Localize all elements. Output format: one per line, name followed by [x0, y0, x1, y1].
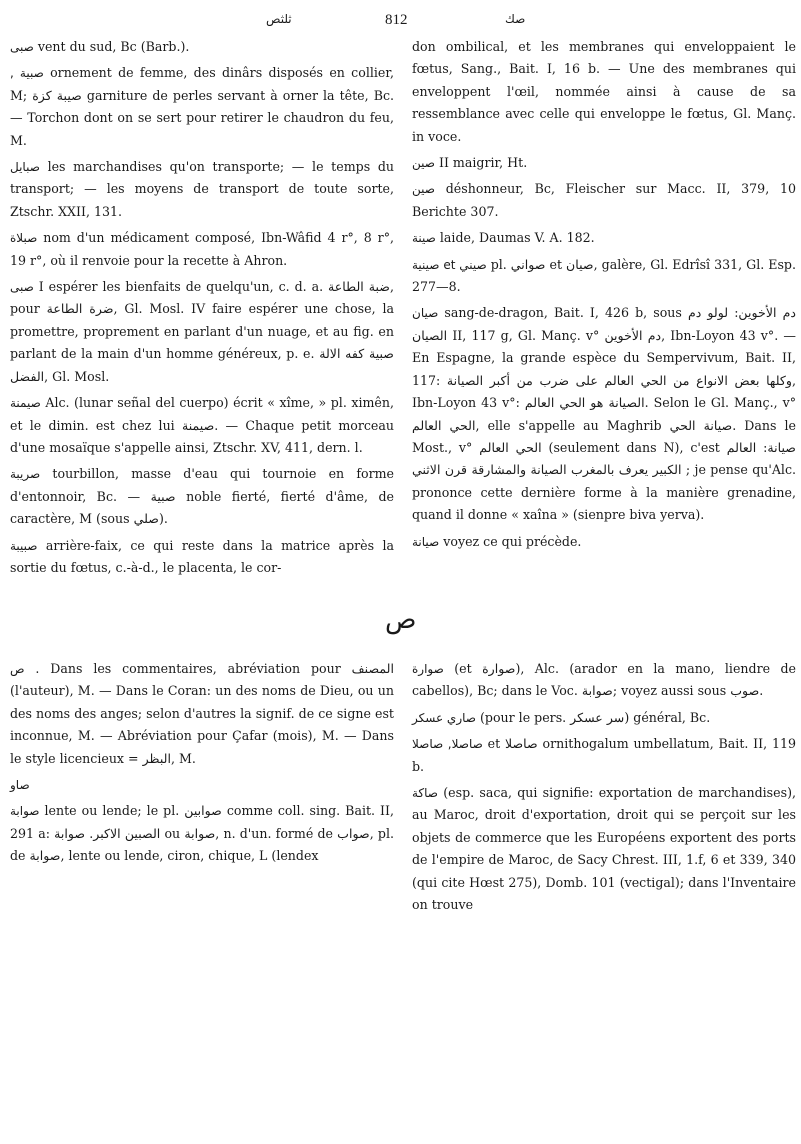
section-letter: ص	[385, 605, 417, 635]
headword: صبيبة	[10, 538, 38, 553]
bottom-left-column	[10, 658, 394, 872]
entry-text: vent du sud, Bc (Barb.).	[37, 39, 190, 54]
dictionary-entry	[10, 392, 394, 459]
entry-text: les marchandises qu'on transporte; — le temps du transport; — les moyens de transport de toute sorte, Ztschr. XXII, 131.	[10, 159, 394, 219]
dictionary-entry	[412, 658, 796, 703]
entry-text: tourbillon, masse d'eau qui tournoie en forme d'entonnoir, Bc. — صبية noble fierté, fierté d'âme, de caractère, M (sous صلي).	[10, 466, 394, 527]
entry-text: (esp. saca, qui signifie: exportation de marchandises), au Maroc, droit d'exportation, droit qui se perçoit sur les objets de commerce que les Européens exportent des ports de l'empire de Maroc, de Sacy Chrest. III, 1.f, 6 et 339, 340 (qui cite Hœst 275), Domb. 101 (vectigal); dans l'Inventaire on trouve	[412, 785, 796, 913]
headword: صبى	[10, 40, 34, 54]
headword: صيانة	[412, 534, 440, 549]
entry-text: nom d'un médicament composé, Ibn-Wâfid 4 r°, 8 r°, 19 r°, où il renvoie pour la recette à Ahron.	[10, 230, 394, 268]
bottom-right-column	[412, 658, 796, 920]
dictionary-entry	[10, 227, 394, 272]
entry-text: (pour le pers. سر عسكر) général, Bc.	[479, 709, 711, 725]
headword: صيني et صينية	[412, 257, 487, 272]
headword: صيمنة	[10, 396, 41, 411]
entry-text: pl. صواني et صيان, galère, Gl. Edrîsî 331, Gl. Esp. 277—8.	[412, 256, 796, 295]
dictionary-entry	[412, 178, 796, 223]
running-header	[0, 12, 801, 36]
dictionary-entry	[412, 531, 796, 553]
entry-text: lente ou lende; le pl. صوابين comme coll. sing. Bait. II, 291 a: الصبين الاكبر. صوابة ou صوابة, n. d'un. formé de صواب, pl. de صوابة, lente ou lende, ciron, chique, L (lendex	[10, 803, 394, 864]
headword: صينة	[412, 231, 436, 246]
dictionary-entry	[412, 302, 796, 526]
dictionary-entry	[10, 774, 394, 796]
dictionary-entry	[10, 62, 394, 152]
entry-text: (et صوارة), Alc. (arador en la mano, liendre de cabellos), Bc; dans le Voc. صوابة; voyez aussi sous صوب.	[412, 661, 796, 699]
headword: ص	[10, 662, 25, 676]
dictionary-entry	[412, 152, 796, 174]
header-right-word: صك	[505, 12, 526, 26]
dictionary-entry	[10, 36, 394, 58]
dictionary-entry	[10, 463, 394, 530]
entry-text: laide, Daumas V. A. 182.	[439, 230, 595, 246]
headword: صبية ,	[10, 66, 44, 81]
dictionary-entry	[10, 276, 394, 388]
right-column	[412, 36, 796, 557]
headword: صاو	[10, 778, 30, 793]
page-number: 812	[385, 12, 408, 28]
dictionary-entry	[412, 254, 796, 299]
entry-text: et صاصلا ornithogalum umbellatum, Bait. II, 119 b.	[412, 736, 796, 774]
headword: صبايل	[10, 160, 40, 175]
dictionary-entry	[10, 658, 394, 770]
headword: صريبة	[10, 467, 41, 482]
dictionary-entry	[412, 782, 796, 916]
headword: صوارة	[412, 662, 444, 676]
headword: صبى	[10, 280, 34, 295]
headword: صوابة	[10, 804, 40, 819]
entry-text: II maigrir, Ht.	[438, 155, 528, 171]
entry-text: sang-de-dragon, Bait. I, 426 b, sous دم الأخوين: لولو دم الصيان II, 117 g, Gl. Manç. v° دم الأخوين, Ibn-Loyon 43 v°. — En Espagne, la grande espèce du Sempervivum, Bait. II, 117: وكلها بعض الانواع من الحي العالم على ضرب من أكبر الصيانة, Ibn-Loyon 43 v°: الصيانة هو الحي العالم. Selon le Gl. Manç., v° الحي العالم, elle s'appelle au Maghrib صيانة الحي. Dans le Most., v° الحي العالم (seulement dans N), c'est صيانة: العالم الكبير يعرف بالمغرب الصيانة والمشارقة قرن الاثني ; je pense qu'Alc. prononce cette dernière forme à la manière grenadine, quand il donne « xaîna » (sienpre biva yerva).	[412, 305, 797, 523]
headword: صبلاة	[10, 231, 38, 246]
entry-text: ornement de femme, des dinârs disposés en collier, M; صيبة كزة garniture de perles servant à orner la tête, Bc. — Torchon dont on se sert pour retirer le chaudron du feu, M.	[10, 65, 395, 148]
entry-text: . Dans les commentaires, abréviation pour المصنف (l'auteur), M. — Dans le Coran: un des noms de Dieu, ou un des noms des anges; selon d'autres la signif. de ce signe est inconnue, M. — Abréviation pour Çafar (mois), M. — Dans le style licencieux = البظر, M.	[10, 661, 394, 766]
entry-text: I espérer les bienfaits de quelqu'un, c. d. a. ضبة الطاعة, pour ضرة الطاعة, Gl. Mosl. IV faire espérer une chose, la promettre, proprement en parlant d'un nuage, et au fig. en parlant de la main d'un homme généreux, p. e. صبية كفه الالة الفضل, Gl. Mosl.	[10, 279, 394, 384]
entry-text: Alc. (lunar señal del cuerpo) écrit « xîme, » pl. ximên, et le dimin. est chez lui صيمنة. — Chaque petit morceau d'une mosaïque s'appelle ainsi, Ztschr. XV, 411, dern. l.	[10, 395, 394, 455]
headword: صين	[412, 182, 435, 197]
dictionary-entry	[10, 800, 394, 867]
headword: صاصلا, صاصلا	[412, 737, 483, 752]
headword: صيان	[412, 306, 439, 321]
dictionary-entry	[412, 36, 796, 148]
header-left-word: ثلثص	[266, 12, 292, 26]
dictionary-entry	[412, 227, 796, 249]
entry-text: voyez ce qui précède.	[443, 533, 582, 549]
entry-text: déshonneur, Bc, Fleischer sur Macc. II, 379, 10 Berichte 307.	[412, 181, 796, 219]
headword: صاكة	[412, 786, 438, 801]
dictionary-entry	[412, 707, 796, 729]
headword: صاري عسكر	[412, 710, 476, 725]
entry-text: arrière-faix, ce qui reste dans la matrice après la sortie du fœtus, c.-à-d., le placenta, le cor-	[10, 537, 394, 575]
dictionary-entry	[412, 733, 796, 778]
dictionary-entry	[10, 156, 394, 223]
left-column	[10, 36, 394, 583]
dictionary-entry	[10, 535, 394, 580]
entry-text: don ombilical, et les membranes qui enveloppaient le fœtus, Sang., Bait. I, 16 b. — Une des membranes qui enveloppent l'œil, nommée ainsi à cause de sa ressemblance avec celle qui enveloppe le fœtus, Gl. Manç. in voce.	[412, 39, 796, 144]
headword: صين	[412, 156, 435, 171]
